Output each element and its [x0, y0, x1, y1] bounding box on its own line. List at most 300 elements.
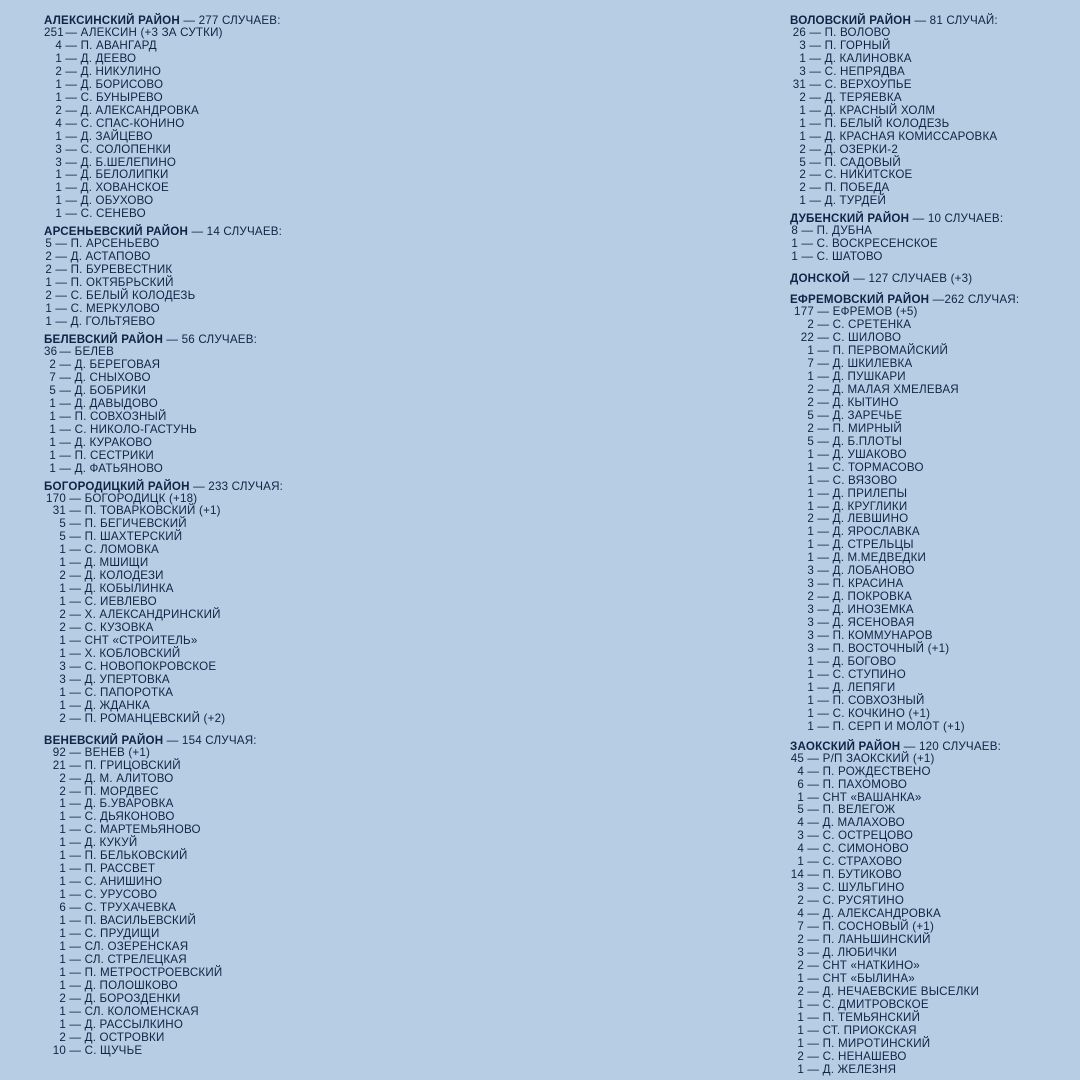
- locality-name: — П. РАССВЕТ: [66, 862, 156, 876]
- case-number: 2: [799, 181, 806, 195]
- case-number: 170: [46, 491, 66, 505]
- locality-name: — БОГОРОДИЦК (+18): [66, 491, 198, 505]
- locality-name: — Д. КУКУЙ: [66, 836, 138, 850]
- case-number: 1: [55, 51, 62, 65]
- locality-name: — Д. ПОЛОШКОВО: [66, 978, 178, 992]
- locality-name: — П. ДУБНА: [798, 224, 873, 238]
- locality-name: — Д. ДЕЕВО: [62, 51, 137, 65]
- case-number: 1: [807, 667, 814, 681]
- locality-name: — П. СОСНОВЫЙ (+1): [804, 920, 935, 934]
- locality-name: — С. ИЕВЛЕВО: [66, 595, 157, 609]
- locality-name: — Д. ЛЕВШИНО: [814, 512, 909, 526]
- district-name: ВЕНЕВСКИЙ РАЙОН: [44, 733, 164, 747]
- locality-name: — ЕФРЕМОВ (+5): [814, 305, 918, 319]
- locality-name: — П. ВОСТОЧНЫЙ (+1): [814, 641, 950, 655]
- case-number: 1: [55, 77, 62, 91]
- case-number: 3: [59, 672, 66, 686]
- case-number: 92: [52, 745, 66, 759]
- district-name: ДУБЕНСКИЙ РАЙОН: [790, 212, 910, 226]
- case-number: 1: [55, 129, 62, 143]
- case-number: 2: [59, 621, 66, 635]
- locality-name: — С. ДЬЯКОНОВО: [66, 810, 175, 824]
- case-number: 7: [807, 357, 814, 371]
- case-number: 1: [807, 538, 814, 552]
- case-number: 1: [807, 551, 814, 565]
- case-number: 1: [807, 369, 814, 383]
- district-block: [44, 225, 484, 329]
- locality-name: — Д. Б.ПЛОТЫ: [814, 434, 903, 448]
- locality-name: — Д. БОГОВО: [814, 654, 897, 668]
- case-number: 1: [59, 797, 66, 811]
- district-block: [790, 212, 1076, 264]
- case-number: 4: [797, 764, 804, 778]
- case-number: 1: [55, 194, 62, 208]
- case-number: 2: [807, 395, 814, 409]
- case-number: 1: [807, 499, 814, 513]
- case-number: 1: [807, 680, 814, 694]
- locality-name: — Р/П ЗАОКСКИЙ (+1): [804, 751, 935, 765]
- case-number: 1: [807, 447, 814, 461]
- case-number: 1: [59, 646, 66, 660]
- case-number: 1: [59, 875, 66, 889]
- case-number: 1: [797, 1010, 804, 1024]
- case-number: 1: [49, 396, 56, 410]
- locality-row: [790, 1064, 1076, 1077]
- case-number: 36: [44, 344, 58, 358]
- locality-name: — С. ШАТОВО: [798, 250, 883, 264]
- locality-name: — Д. БЕРЕГОВАЯ: [56, 357, 161, 371]
- locality-name: — П. БЕЛЫЙ КОЛОДЕЗЬ: [806, 116, 950, 130]
- case-number: 3: [807, 616, 814, 630]
- locality-name: — С. СОЛОПЕНКИ: [62, 142, 172, 156]
- case-number: 3: [55, 155, 62, 169]
- case-number: 1: [59, 595, 66, 609]
- locality-name: — П. МЕТРОСТРОЕВСКИЙ: [66, 965, 223, 979]
- case-number: 1: [791, 237, 798, 251]
- locality-name: — П. БУТИКОВО: [804, 868, 902, 882]
- locality-name: — Х. КОБЛОВСКИЙ: [66, 646, 181, 660]
- locality-name: — С. КУЗОВКА: [66, 621, 154, 635]
- case-number: 3: [807, 641, 814, 655]
- locality-name: — СЛ. КОЛОМЕНСКАЯ: [66, 1004, 199, 1018]
- case-number: 1: [791, 250, 798, 264]
- district-case-count: — 233 СЛУЧАЯ:: [189, 479, 284, 493]
- locality-name: — П. ШАХТЕРСКИЙ: [66, 530, 183, 544]
- district-name: АЛЕКСИНСКИЙ РАЙОН: [44, 14, 180, 27]
- locality-name: — Д. МАЛАЯ ХМЕЛЕВАЯ: [814, 382, 959, 396]
- case-number: 1: [49, 409, 56, 423]
- district-block: [44, 333, 484, 476]
- case-number: 3: [807, 564, 814, 578]
- case-number: 1: [59, 823, 66, 837]
- locality-name: — П. ГОРНЫЙ: [806, 38, 891, 52]
- case-number: 2: [45, 289, 52, 303]
- case-number: 4: [797, 907, 804, 921]
- district-case-count: — 56 СЛУЧАЕВ:: [163, 332, 258, 346]
- locality-name: — П. ОКТЯБРЬСКИЙ: [52, 276, 174, 290]
- locality-name: — Д. Б.ШЕЛЕПИНО: [62, 155, 177, 169]
- locality-row: [790, 721, 1076, 734]
- case-number: 2: [807, 512, 814, 526]
- case-number: 1: [59, 927, 66, 940]
- case-number: 2: [59, 784, 66, 798]
- locality-name: — П. СЕСТРИКИ: [56, 448, 154, 462]
- case-number: 1: [59, 582, 66, 596]
- case-number: 1: [807, 654, 814, 668]
- case-number: 1: [797, 1023, 804, 1037]
- district-block: [44, 734, 484, 1058]
- locality-name: — СНТ «НАТКИНО»: [804, 958, 920, 972]
- locality-name: — С. НИКИТСКОЕ: [806, 168, 913, 182]
- district-name: ДОНСКОЙ: [790, 272, 850, 286]
- case-number: 6: [59, 901, 66, 915]
- locality-name: — С. ПРУДИЩИ: [66, 927, 160, 940]
- case-number: 1: [59, 965, 66, 979]
- locality-name: — СЛ. СТРЕЛЕЦКАЯ: [66, 952, 187, 966]
- locality-name: — П. СЕРП И МОЛОТ (+1): [814, 719, 965, 733]
- locality-name: — П. РОМАНЦЕВСКИЙ (+2): [66, 711, 226, 725]
- locality-name: — С. СПАС-КОНИНО: [62, 116, 185, 130]
- district-block: [790, 740, 1076, 1077]
- case-number: 1: [807, 486, 814, 500]
- case-number: 1: [797, 997, 804, 1011]
- locality-name: — П. БУРЕВЕСТНИК: [52, 263, 173, 277]
- case-number: 1: [59, 685, 66, 699]
- locality-name: — Д. БЕЛОЛИПКИ: [62, 168, 169, 182]
- district-case-count: — 120 СЛУЧАЕВ:: [900, 739, 1002, 753]
- case-number: 177: [794, 305, 814, 319]
- case-number: 5: [807, 434, 814, 448]
- case-number: 3: [807, 603, 814, 617]
- locality-name: — П. ТОВАРКОВСКИЙ (+1): [66, 504, 221, 518]
- case-number: 1: [45, 302, 52, 316]
- locality-name: — Д. МАЛАХОВО: [804, 816, 905, 830]
- district-name: БЕЛЕВСКИЙ РАЙОН: [44, 332, 164, 346]
- locality-name: — П. ГРИЦОВСКИЙ: [66, 758, 181, 772]
- case-number: 2: [797, 894, 804, 908]
- case-number: 1: [59, 952, 66, 966]
- case-number: 1: [59, 939, 66, 953]
- case-number: 1: [799, 103, 806, 117]
- locality-name: — П. СОВХОЗНЫЙ: [814, 693, 925, 707]
- district-name: ВОЛОВСКИЙ РАЙОН: [790, 14, 912, 27]
- locality-name: — Д. ЗАРЕЧЬЕ: [814, 408, 903, 422]
- locality-row: [44, 316, 484, 329]
- district-block: [790, 14, 1076, 208]
- locality-row: [44, 713, 484, 726]
- case-number: 2: [797, 958, 804, 972]
- case-number: 1: [797, 1036, 804, 1050]
- case-number: 5: [59, 530, 66, 544]
- locality-name: — С. БУНЫРЕВО: [62, 90, 163, 104]
- case-number: 1: [49, 461, 56, 475]
- locality-name: — Д. УПЕРТОВКА: [66, 672, 170, 686]
- locality-name: — П. СОВХОЗНЫЙ: [56, 409, 167, 423]
- case-number: 1: [59, 556, 66, 570]
- locality-name: — Д. ГОЛЬТЯЕВО: [52, 315, 156, 329]
- locality-name: — Д. РАССЫЛКИНО: [66, 1017, 184, 1031]
- locality-name: — Д. М.МЕДВЕДКИ: [814, 551, 927, 565]
- case-number: 2: [55, 64, 62, 78]
- locality-name: — СТ. ПРИОКСКАЯ: [804, 1023, 917, 1037]
- locality-name: — Д. ФАТЬЯНОВО: [56, 461, 164, 475]
- locality-name: — Д. ТЕРЯЕВКА: [806, 90, 902, 104]
- case-number: 1: [55, 181, 62, 195]
- locality-name: — П. МИРОТИНСКИЙ: [804, 1036, 931, 1050]
- case-number: 3: [807, 629, 814, 643]
- locality-name: — Д. ОЗЕРКИ-2: [806, 142, 899, 156]
- locality-name: — Д. ЛОБАНОВО: [814, 564, 915, 578]
- case-number: 1: [59, 849, 66, 863]
- locality-name: — Д. НИКУЛИНО: [62, 64, 162, 78]
- locality-name: — П. КРАСИНА: [814, 577, 904, 591]
- case-number: 4: [55, 116, 62, 130]
- locality-name: — С. МАРТЕМЬЯНОВО: [66, 823, 201, 837]
- locality-name: — С. ТОРМАСОВО: [814, 460, 924, 474]
- locality-name: — П. ПАХОМОВО: [804, 777, 908, 791]
- case-number: 3: [55, 142, 62, 156]
- district-block: [790, 293, 1076, 733]
- case-number: 2: [59, 608, 66, 622]
- locality-name: — Д. М. АЛИТОВО: [66, 771, 174, 785]
- locality-name: — Д. УШАКОВО: [814, 447, 907, 461]
- district-heading: [790, 272, 1076, 285]
- locality-name: — СНТ «БЫЛИНА»: [804, 971, 915, 985]
- case-number: 4: [797, 842, 804, 856]
- locality-name: — С. БЕЛЫЙ КОЛОДЕЗЬ: [52, 289, 196, 303]
- locality-name: — П. БЕЛЬКОВСКИЙ: [66, 849, 188, 863]
- case-number: 1: [59, 978, 66, 992]
- locality-name: — П. ЛАНЬШИНСКИЙ: [804, 933, 931, 946]
- locality-name: — П. ВАСИЛЬЕВСКИЙ: [66, 914, 197, 928]
- case-number: 1: [797, 1062, 804, 1076]
- case-number: 3: [797, 881, 804, 895]
- locality-name: — П. ВОЛОВО: [806, 26, 891, 39]
- locality-name: — Х. АЛЕКСАНДРИНСКИЙ: [66, 608, 221, 622]
- locality-name: — Д. ЛЮБИЧКИ: [804, 945, 898, 959]
- locality-name: — Д. ЛЕПЯГИ: [814, 680, 896, 694]
- case-number: 1: [59, 836, 66, 850]
- case-number: 4: [55, 38, 62, 52]
- locality-name: — Д. ТУРДЕЙ: [806, 194, 887, 208]
- district-case-count: —262 СЛУЧАЯ:: [929, 293, 1020, 307]
- case-number: 10: [52, 1043, 66, 1057]
- locality-name: — СЛ. ОЗЕРЕНСКАЯ: [66, 939, 189, 953]
- locality-name: — С. СТРАХОВО: [804, 855, 903, 869]
- case-number: 2: [799, 142, 806, 156]
- locality-name: — СНТ «ВАШАНКА»: [804, 790, 922, 804]
- locality-name: — П. ВЕЛЕГОЖ: [804, 803, 896, 817]
- locality-name: — СНТ «СТРОИТЕЛЬ»: [66, 633, 198, 647]
- case-number: 1: [797, 855, 804, 869]
- district-case-count: — 154 СЛУЧАЯ:: [163, 733, 257, 747]
- case-number: 2: [807, 382, 814, 396]
- case-number: 14: [790, 868, 804, 882]
- case-number: 1: [799, 116, 806, 130]
- locality-name: — П. ПОБЕДА: [806, 181, 890, 195]
- locality-name: — П. АРСЕНЬЕВО: [52, 237, 160, 251]
- locality-name: — Д. ЯРОСЛАВКА: [814, 525, 920, 539]
- case-number: 1: [797, 790, 804, 804]
- case-number: 1: [797, 971, 804, 985]
- case-number: 1: [807, 693, 814, 707]
- case-number: 1: [45, 315, 52, 329]
- locality-name: — Д. ЖЕЛЕЗНЯ: [804, 1062, 897, 1076]
- locality-name: — Д. Б.УВАРОВКА: [66, 797, 174, 811]
- locality-name: — Д. СТРЕЛЬЦЫ: [814, 538, 914, 552]
- locality-name: — Д. ЯСЕНОВАЯ: [814, 616, 915, 630]
- case-number: 3: [799, 38, 806, 52]
- case-number: 2: [49, 357, 56, 371]
- case-number: 31: [792, 77, 806, 91]
- case-number: 1: [59, 633, 66, 647]
- case-number: 3: [59, 659, 66, 673]
- case-number: 5: [807, 408, 814, 422]
- district-case-count: — 10 СЛУЧАЕВ:: [909, 212, 1004, 226]
- case-number: 2: [59, 1030, 66, 1044]
- locality-name: — Д. ОБУХОВО: [62, 194, 154, 208]
- locality-name: — С. РУСЯТИНО: [804, 894, 905, 908]
- locality-row: [44, 463, 484, 476]
- locality-name: — Д. КРУГЛИКИ: [814, 499, 908, 513]
- locality-name: — П. ТЕМЬЯНСКИЙ: [804, 1010, 921, 1024]
- locality-name: — Д. КРАСНЫЙ ХОЛМ: [806, 103, 936, 117]
- district-name: ЕФРЕМОВСКИЙ РАЙОН: [790, 293, 930, 307]
- case-number: 3: [797, 945, 804, 959]
- case-number: 7: [49, 370, 56, 384]
- case-number: 1: [59, 810, 66, 824]
- locality-name: — С. ЩУЧЬЕ: [66, 1043, 143, 1057]
- case-number: 1: [59, 698, 66, 712]
- case-number: 4: [797, 816, 804, 830]
- case-number: 1: [807, 706, 814, 720]
- locality-name: — С. СРЕТЕНКА: [814, 318, 912, 332]
- case-number: 3: [799, 64, 806, 78]
- district-case-count: — 81 СЛУЧАЙ:: [911, 14, 998, 27]
- locality-name: — С. ОСТРЕЦОВО: [804, 829, 914, 843]
- locality-name: — С. СТУПИНО: [814, 667, 906, 681]
- locality-name: — С. ПАПОРОТКА: [66, 685, 174, 699]
- locality-name: — С. НОВОПОКРОВСКОЕ: [66, 659, 217, 673]
- locality-name: — Д. АСТАПОВО: [52, 250, 151, 264]
- case-number: 1: [55, 168, 62, 182]
- case-number: 1: [45, 276, 52, 290]
- locality-name: — БЕЛЕВ: [56, 344, 115, 358]
- case-number: 1: [55, 90, 62, 104]
- locality-name: — С. УРУСОВО: [66, 888, 158, 902]
- case-number: 1: [49, 435, 56, 449]
- case-number: 1: [807, 525, 814, 539]
- case-number: 1: [799, 51, 806, 65]
- case-number: 2: [799, 90, 806, 104]
- locality-name: — П. АВАНГАРД: [62, 38, 157, 52]
- locality-name: — Д. ЗАЙЦЕВО: [62, 129, 153, 143]
- district-case-count: — 127 СЛУЧАЕВ (+3): [849, 272, 973, 286]
- case-number: 1: [59, 888, 66, 902]
- case-number: 2: [797, 1049, 804, 1063]
- district-block: [44, 14, 484, 221]
- district-case-count: — 14 СЛУЧАЕВ:: [188, 225, 283, 239]
- case-number: 6: [797, 777, 804, 791]
- case-number: 2: [797, 984, 804, 998]
- locality-name: — Д. ИНОЗЕМКА: [814, 603, 914, 617]
- locality-name: — Д. КРАСНАЯ КОМИССАРОВКА: [806, 129, 998, 143]
- case-number: 1: [799, 194, 806, 208]
- district-name: БОГОРОДИЦКИЙ РАЙОН: [44, 479, 190, 493]
- locality-name: — П. МИРНЫЙ: [814, 421, 902, 435]
- locality-name: — С. ВОСКРЕСЕНСКОЕ: [798, 237, 938, 251]
- locality-name: — Д. КОЛОДЕЗИ: [66, 569, 164, 583]
- case-number: 1: [807, 473, 814, 487]
- case-number: 2: [807, 590, 814, 604]
- locality-name: — С. ВЕРХОУПЬЕ: [806, 77, 912, 91]
- locality-name: — Д. МШИЩИ: [66, 556, 149, 570]
- district-name: ЗАОКСКИЙ РАЙОН: [790, 739, 901, 753]
- case-number: 251: [44, 26, 64, 39]
- case-number: 1: [49, 448, 56, 462]
- locality-name: — Д. ДАВЫДОВО: [56, 396, 158, 410]
- district-case-count: — 277 СЛУЧАЕВ:: [179, 14, 281, 27]
- case-number: 1: [807, 460, 814, 474]
- locality-name: — С. ВЯЗОВО: [814, 473, 898, 487]
- case-number: 1: [59, 914, 66, 928]
- locality-name: — Д. АЛЕКСАНДРОВКА: [62, 103, 199, 117]
- locality-row: [790, 251, 1076, 264]
- locality-name: — С. СЕНЕВО: [62, 207, 146, 221]
- locality-name: — С. ШУЛЬГИНО: [804, 881, 905, 895]
- case-number: 2: [55, 103, 62, 117]
- case-number: 2: [59, 991, 66, 1005]
- case-number: 1: [799, 129, 806, 143]
- locality-name: — С. АНИШИНО: [66, 875, 163, 889]
- locality-name: — С. НЕНАШЕВО: [804, 1049, 907, 1063]
- locality-name: — Д. БОРИСОВО: [62, 77, 164, 91]
- locality-name: — Д. НЕЧАЕВСКИЕ ВЫСЕЛКИ: [804, 984, 979, 998]
- case-number: 3: [797, 829, 804, 843]
- locality-name: — Д. БОБРИКИ: [56, 383, 147, 397]
- locality-name: — Д. КОБЫЛИНКА: [66, 582, 174, 596]
- locality-name: — С. НЕПРЯДВА: [806, 64, 905, 78]
- case-number: 2: [807, 318, 814, 332]
- locality-name: — Д. КУРАКОВО: [56, 435, 153, 449]
- locality-name: — С. СИМОНОВО: [804, 842, 909, 856]
- locality-name: — П. РОЖДЕСТВЕНО: [804, 764, 931, 778]
- case-number: 3: [807, 577, 814, 591]
- locality-name: — Д. БОРОЗДЕНКИ: [66, 991, 181, 1005]
- locality-name: — С. ЛОМОВКА: [66, 543, 159, 557]
- district-block: [44, 480, 484, 726]
- locality-name: — П. САДОВЫЙ: [806, 155, 901, 169]
- case-number: 2: [797, 933, 804, 946]
- locality-name: — Д. ПРИЛЕПЫ: [814, 486, 908, 500]
- case-number: 2: [807, 421, 814, 435]
- locality-name: — Д. ЖДАНКА: [66, 698, 150, 712]
- case-number: 1: [59, 862, 66, 876]
- locality-name: — С. ТРУХАЧЕВКА: [66, 901, 177, 915]
- case-number: 8: [791, 224, 798, 238]
- case-number: 21: [52, 758, 66, 772]
- district-block: [790, 272, 1076, 285]
- locality-name: — П. КОММУНАРОВ: [814, 629, 933, 643]
- left-column: [44, 14, 484, 1062]
- district-name: АРСЕНЬЕВСКИЙ РАЙОН: [44, 225, 189, 239]
- case-number: 22: [800, 331, 814, 345]
- locality-row: [790, 195, 1076, 208]
- locality-name: — П. ПЕРВОМАЙСКИЙ: [814, 344, 949, 358]
- locality-name: — Д. ХОВАНСКОЕ: [62, 181, 169, 195]
- locality-name: — Д. ПУШКАРИ: [814, 369, 906, 383]
- locality-name: — Д. АЛЕКСАНДРОВКА: [804, 907, 941, 921]
